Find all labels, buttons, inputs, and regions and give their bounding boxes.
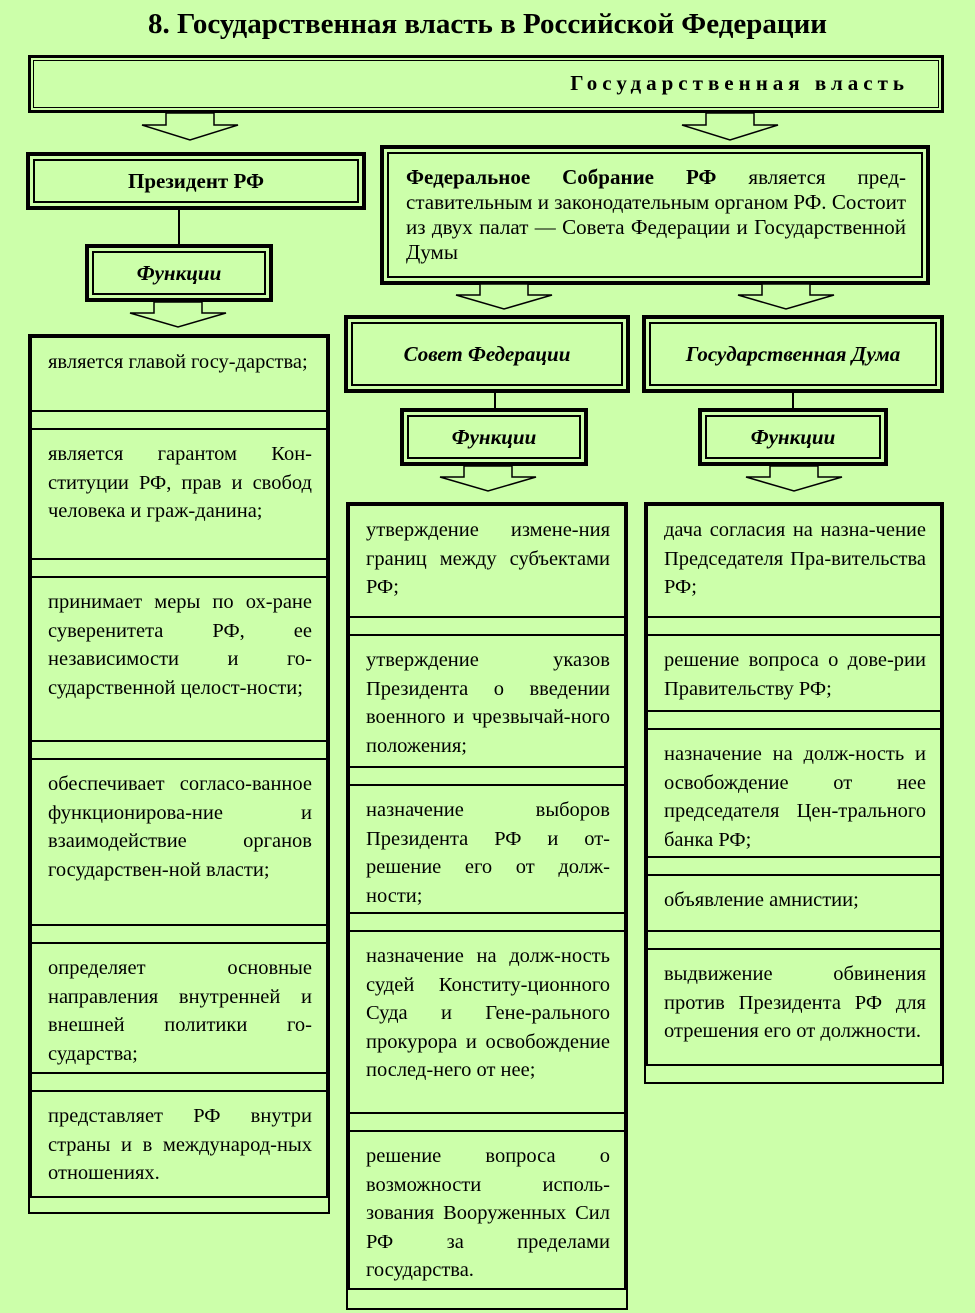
list-separator (646, 618, 942, 634)
list-separator (30, 926, 328, 942)
list-item: решение вопроса о возможности исполь-зования Вооруженных Сил РФ за пределами государства. (348, 1130, 626, 1290)
state-power-box (28, 55, 944, 113)
federation-council-functions-label: Функции (451, 424, 537, 449)
president-label: Президент РФ (128, 168, 264, 193)
list-separator (348, 768, 626, 784)
list-item: представляет РФ внутри страны и в международ-ных отношениях. (30, 1090, 328, 1198)
list-separator (348, 1114, 626, 1130)
president-box (26, 152, 366, 210)
state-duma-functions-box (698, 408, 888, 466)
federation-council-functions-list (346, 502, 628, 1310)
federal-assembly-text (384, 149, 926, 265)
state-power-label: Государственная власть (570, 71, 909, 95)
down-arrow-icon (142, 113, 238, 141)
page-title: 8. Государственная власть в Российской Федерации (147, 8, 828, 40)
federal-assembly-name: Федеральное Собрание РФ (406, 165, 717, 189)
list-separator (646, 712, 942, 728)
list-item: назначение на долж-ность судей Конститу-ционного Суда и Гене-рального прокурора и освобождение послед-него от нее; (348, 930, 626, 1114)
president-functions-list (28, 334, 330, 1214)
list-item: утверждение измене-ния границ между субъектами РФ; (348, 504, 626, 618)
list-item: является гарантом Кон-ституции РФ, прав и свобод человека и граж-данина; (30, 428, 328, 560)
state-duma-box (642, 315, 944, 393)
list-separator (646, 858, 942, 874)
down-arrow-icon (130, 302, 226, 328)
list-separator (30, 1074, 328, 1090)
list-item: принимает меры по ох-ране суверенитета РФ, ее независимости и го-сударственной целост-ности; (30, 576, 328, 742)
list-item: решение вопроса о дове-рии Правительству РФ; (646, 634, 942, 712)
federal-assembly-description: является пред-ставительным и законодательным органом РФ. Состоит из двух палат — Совета Федерации и Государственной Думы (406, 165, 906, 264)
list-item: является главой госу-дарства; (30, 336, 328, 412)
down-arrow-icon (738, 284, 834, 310)
president-functions-label: Функции (136, 260, 222, 285)
president-functions-box (85, 244, 273, 302)
list-item: утверждение указов Президента о введении военного и чрезвычай-ного положения; (348, 634, 626, 768)
connector-line (178, 210, 180, 246)
list-separator (348, 914, 626, 930)
down-arrow-icon (440, 466, 536, 492)
federation-council-label: Совет Федерации (403, 341, 571, 366)
list-separator (30, 742, 328, 758)
list-item: обеспечивает согласо-ванное функционирова-ние и взаимодействие органов государствен-ной власти; (30, 758, 328, 926)
federation-council-box (344, 315, 630, 393)
list-item: выдвижение обвинения против Президента РФ для отрешения его от должности. (646, 948, 942, 1066)
down-arrow-icon (746, 466, 842, 492)
list-item: назначение выборов Президента РФ и от-решение его от долж-ности; (348, 784, 626, 914)
down-arrow-icon (682, 113, 778, 141)
list-separator (30, 412, 328, 428)
state-duma-label: Государственная Дума (685, 341, 901, 366)
list-item: определяет основные направления внутренней и внешней политики го-сударства; (30, 942, 328, 1074)
federal-assembly-box (380, 145, 930, 285)
list-separator (646, 932, 942, 948)
list-separator (348, 618, 626, 634)
list-separator (30, 560, 328, 576)
state-duma-functions-list (644, 502, 944, 1084)
list-item: объявление амнистии; (646, 874, 942, 932)
down-arrow-icon (456, 284, 552, 310)
list-item: назначение на долж-ность и освобождение от нее председателя Цен-трального банка РФ; (646, 728, 942, 858)
state-duma-functions-label: Функции (750, 424, 836, 449)
list-item: дача согласия на назна-чение Председателя Пра-вительства РФ; (646, 504, 942, 618)
federation-council-functions-box (400, 408, 588, 466)
